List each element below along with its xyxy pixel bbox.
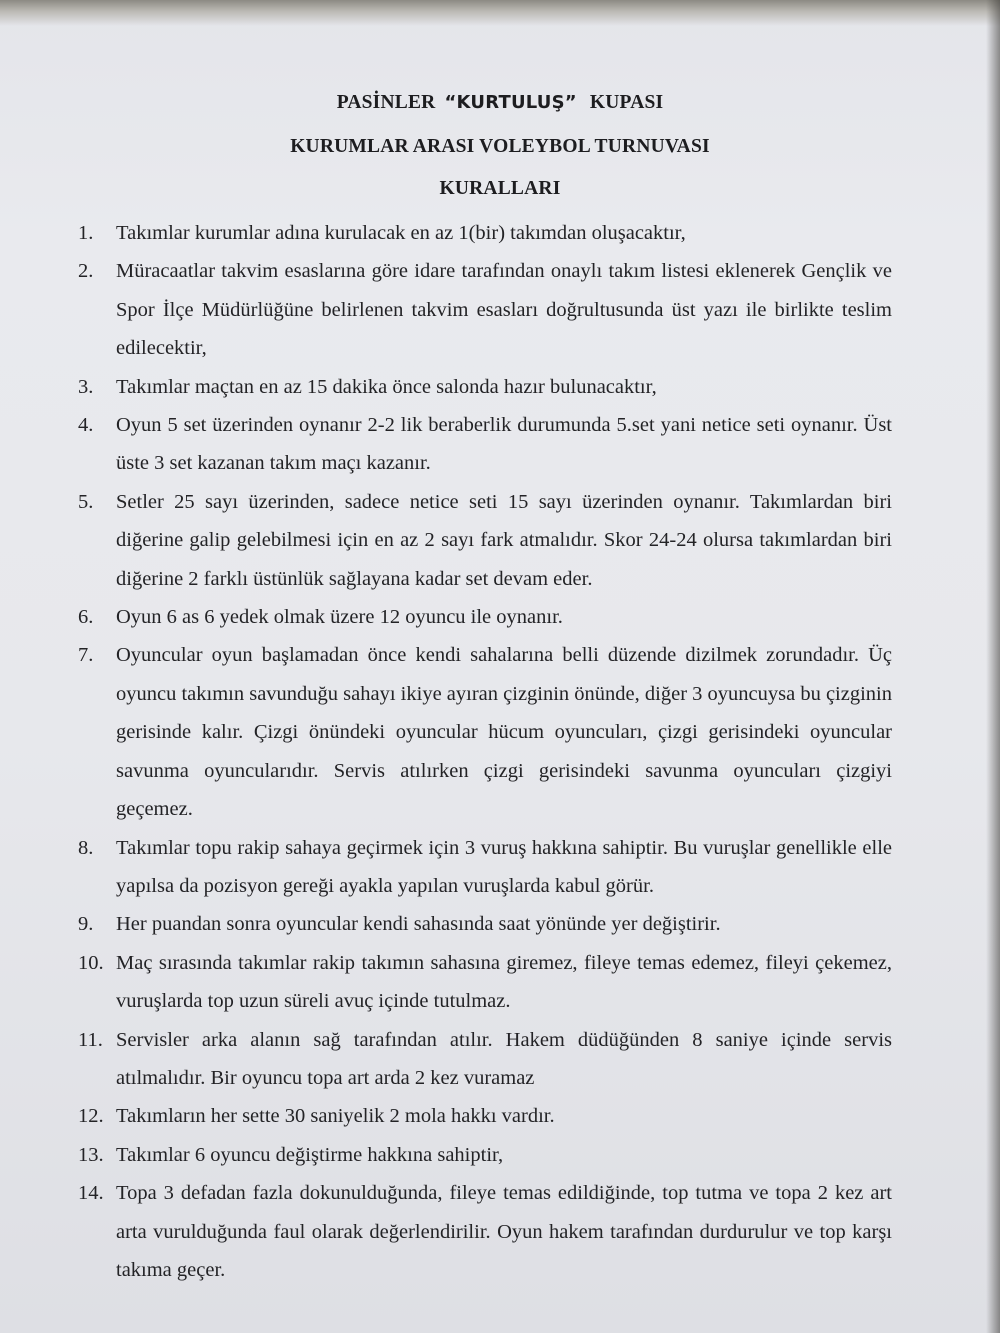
rule-number: 12. [78, 1105, 104, 1128]
rule-item [78, 1021, 892, 1098]
rule-item [78, 214, 892, 252]
rule-number: 2. [78, 260, 94, 283]
rule-text: Oyun 6 as 6 yedek olmak üzere 12 oyuncu ile oynanır. [116, 606, 563, 629]
rule-item [78, 1174, 892, 1289]
rule-item [78, 252, 892, 367]
rule-text: Takımlar topu rakip sahaya geçirmek için 3 vuruş hakkına sahiptir. Bu vuruşlar genellikle elle yapılsa da pozisyon gereği ayakla yapılan vuruşlarda kabul görür. [116, 836, 892, 897]
title-prefix: PASİNLER [336, 92, 436, 113]
rule-text: Takımlar maçtan en az 15 dakika önce salonda hazır bulunacaktır, [116, 375, 657, 398]
rule-text: Takımlar kurumlar adına kurulacak en az 1(bir) takımdan oluşacaktır, [116, 222, 686, 244]
title-brand: “KURTULUŞ” [444, 92, 577, 113]
rule-text: Her puandan sonra oyuncular kendi sahasında saat yönünde yer değiştirir. [116, 913, 721, 936]
rule-text: Oyuncular oyun başlamadan önce kendi sahalarına belli düzende dizilmek zorundadır. Üç oyuncu takımın savunduğu sahayı ikiye ayıran çizginin önünde, diğer 3 oyuncuysa bu çizginin gerisinde kalır. Çizgi önündeki oyuncular hücum oyuncuları, çizgi gerisindeki oyuncular savunma oyuncularıdır. Servis atılırken çizgi gerisindeki savunma oyuncuları çizgiyi geçemez. [116, 644, 892, 821]
rule-number: 11. [78, 1028, 103, 1051]
rule-item [78, 905, 892, 943]
rule-item [78, 1136, 892, 1174]
rule-text: Setler 25 sayı üzerinden, sadece netice seti 15 sayı üzerinden oynanır. Takımlardan biri diğerine galip gelebilmesi için en az 2 sayı fark atmalıdır. Skor 24-24 olursa takımlardan biri diğerine 2 farklı üstünlük sağlayana kadar set devam eder. [116, 490, 892, 590]
rule-number: 7. [78, 644, 94, 667]
rule-number: 13. [78, 1143, 104, 1166]
title-suffix: KUPASI [589, 92, 664, 113]
title-line-1 [0, 92, 1000, 114]
rule-number: 9. [78, 913, 94, 936]
rule-item [78, 598, 892, 636]
rules-list [78, 214, 892, 1289]
rule-number: 10. [78, 951, 104, 974]
rule-text: Oyun 5 set üzerinden oynanır 2-2 lik beraberlik durumunda 5.set yani netice seti oynanır. Üst üste 3 set kazanan takım maçı kazanır. [116, 414, 892, 475]
rule-number: 1. [78, 222, 94, 244]
title-line-3: KURALLARI [439, 178, 561, 199]
title-line-2: KURUMLAR ARASI VOLEYBOL TURNUVASI [290, 136, 710, 157]
rule-item [78, 483, 892, 598]
rule-number: 3. [78, 375, 94, 398]
rule-item [78, 944, 892, 1021]
rule-text: Takımlar 6 oyuncu değiştirme hakkına sahiptir, [116, 1143, 504, 1166]
rule-text: Topa 3 defadan fazla dokunulduğunda, fileye temas edildiğinde, top tutma ve topa 2 kez art arta vurulduğunda faul olarak değerlendirilir. Oyun hakem tarafından durdurulur ve top karşı takıma geçer. [116, 1182, 892, 1281]
rule-item [78, 636, 892, 828]
rule-text: Maç sırasında takımlar rakip takımın sahasına giremez, fileye temas edemez, fileyi çekemez, vuruşlarda top uzun süreli avuç içinde tutulmaz. [116, 951, 892, 1013]
rule-item [78, 1097, 892, 1135]
rule-number: 6. [78, 606, 94, 629]
rule-text: Müracaatlar takvim esaslarına göre idare tarafından onaylı takım listesi eklenerek Gençlik ve Spor İlçe Müdürlüğüne belirlenen takvim esasları doğrultusunda üst yazı ile birlikte teslim edilecektir, [116, 260, 892, 360]
rule-item [78, 368, 892, 406]
rule-number: 14. [78, 1182, 104, 1205]
rule-number: 4. [78, 414, 94, 437]
rule-number: 5. [78, 490, 94, 513]
rule-item [78, 406, 892, 483]
rule-item [78, 829, 892, 906]
rule-text: Takımların her sette 30 saniyelik 2 mola hakkı vardır. [116, 1105, 555, 1128]
rule-number: 8. [78, 836, 94, 859]
rule-text: Servisler arka alanın sağ tarafından atılır. Hakem düdüğünden 8 saniye içinde servis atılmalıdır. Bir oyuncu topa art arda 2 kez vuramaz [116, 1028, 892, 1089]
